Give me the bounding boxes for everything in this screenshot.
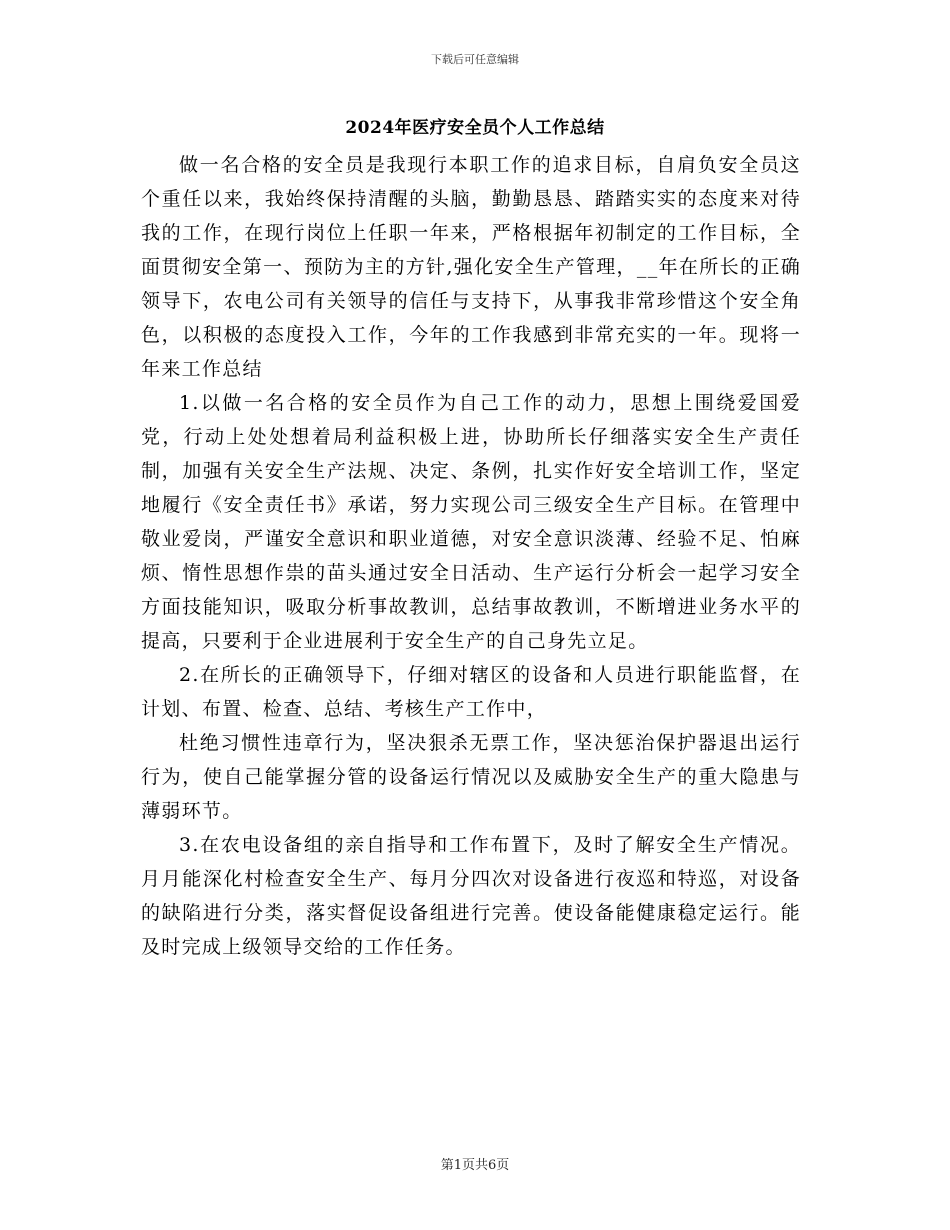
page-header-note: 下载后可任意编辑 — [431, 53, 519, 66]
page-number: 第1页共6页 — [440, 1158, 510, 1173]
document-body — [141, 148, 801, 964]
paragraph-item-2-continued: 杜绝习惯性违章行为，坚决狠杀无票工作，坚决惩治保护器退出运行行为，使自己能掌握分管的设备运行情况以及威胁安全生产的重大隐患与薄弱环节。 — [141, 732, 801, 822]
document-title: 2024年医疗安全员个人工作总结 — [345, 118, 605, 138]
paragraph-intro: 做一名合格的安全员是我现行本职工作的追求目标，自肩负安全员这个重任以来，我始终保持清醒的头脑，勤勤恳恳、踏踏实实的态度来对待我的工作，在现行岗位上任职一年来，严格根据年初制定的工作目标，全面贯彻安全第一、预防为主的方针,强化安全生产管理，__年在所长的正确领导下，农电公司有关领导的信任与支持下，从事我非常珍惜这个安全角色，以积极的态度投入工作，今年的工作我感到非常充实的一年。现将一年来工作总结 — [141, 154, 801, 380]
paragraph-item-3: 3.在农电设备组的亲自指导和工作布置下，及时了解安全生产情况。月月能深化村检查安全生产、每月分四次对设备进行夜巡和特巡，对设备的缺陷进行分类，落实督促设备组进行完善。使设备能健康稳定运行。能及时完成上级领导交给的工作任务。 — [141, 834, 801, 958]
paragraph-item-1: 1.以做一名合格的安全员作为自己工作的动力，思想上围绕爱国爱党，行动上处处想着局利益积极上进，协助所长仔细落实安全生产责任制，加强有关安全生产法规、决定、条例，扎实作好安全培训工作，坚定地履行《安全责任书》承诺，努力实现公司三级安全生产目标。在管理中敬业爱岗，严谨安全意识和职业道德，对安全意识淡薄、经验不足、怕麻烦、惰性思想作祟的苗头通过安全日活动、生产运行分析会一起学习安全方面技能知识，吸取分析事故教训，总结事故教训，不断增进业务水平的提高，只要利于企业进展利于安全生产的自己身先立足。 — [141, 392, 801, 652]
paragraph-item-2: 2.在所长的正确领导下，仔细对辖区的设备和人员进行职能监督，在计划、布置、检查、总结、考核生产工作中， — [141, 664, 801, 720]
